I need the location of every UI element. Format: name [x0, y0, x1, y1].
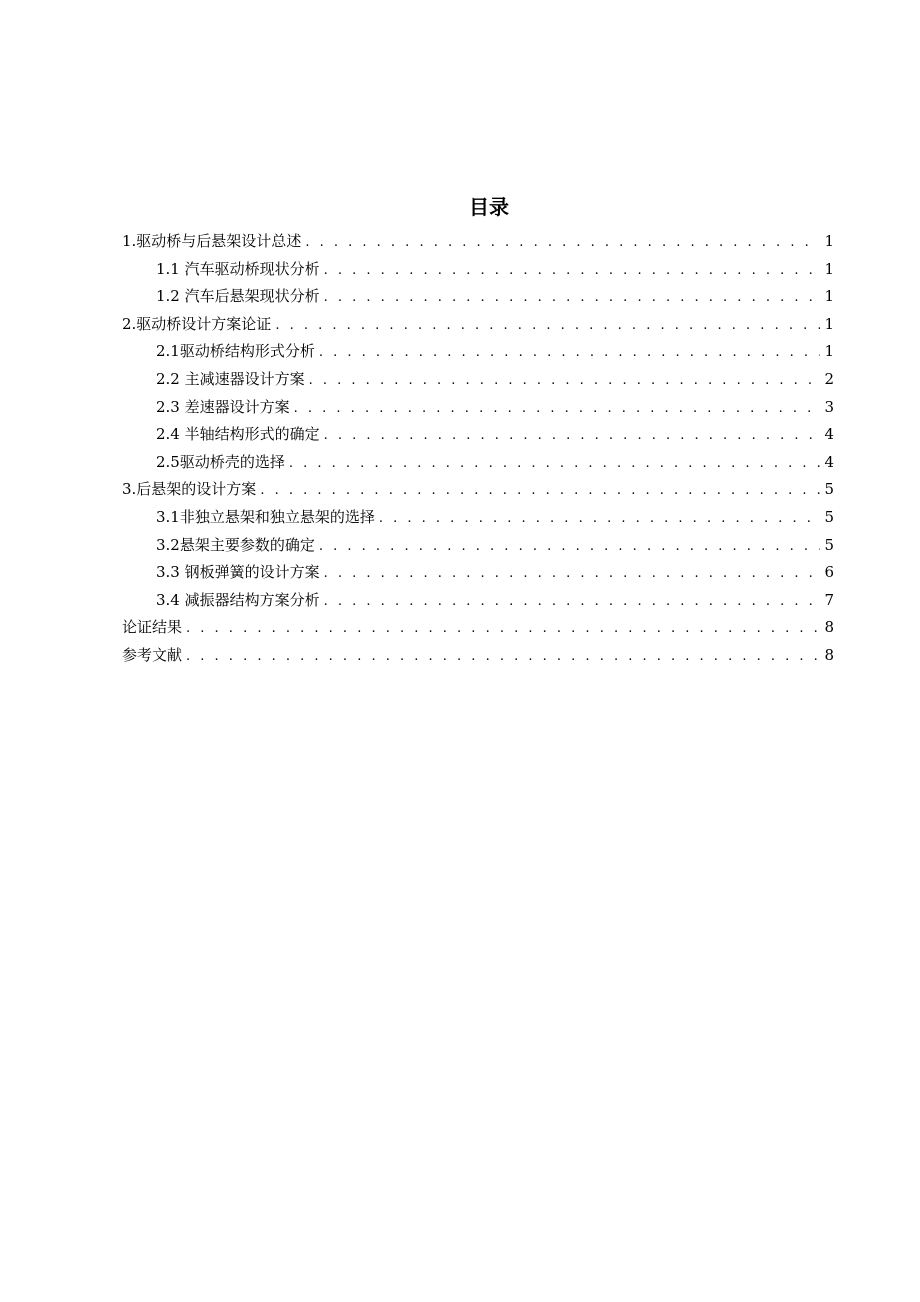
toc-entry-label: 3.3 钢板弹簧的设计方案 [156, 563, 320, 582]
toc-entry[interactable] [122, 338, 834, 366]
toc-entry[interactable] [122, 476, 834, 504]
toc-entry-label: 3.后悬架的设计方案 [122, 480, 257, 499]
toc-dot-leader [260, 477, 820, 505]
toc-entry-label: 3.4 减振器结构方案分析 [156, 590, 320, 609]
toc-entry-label: 2.驱动桥设计方案论证 [122, 314, 272, 333]
toc-entry[interactable] [122, 504, 834, 532]
toc-entry-label: 2.2 主减速器设计方案 [156, 369, 305, 388]
toc-entry-page: 8 [824, 645, 834, 664]
toc-entry-page: 1 [824, 259, 834, 278]
toc-dot-leader [309, 367, 821, 395]
toc-dot-leader [319, 533, 821, 561]
toc-entry[interactable] [122, 421, 834, 449]
toc-entry[interactable] [122, 394, 834, 422]
toc-entry[interactable] [122, 366, 834, 394]
toc-dot-leader [275, 312, 820, 340]
toc-entry-page: 2 [824, 369, 834, 388]
toc-dot-leader [289, 450, 821, 478]
toc-dot-leader [324, 284, 821, 312]
toc-dot-leader [319, 339, 821, 367]
toc-title: 目录 [469, 195, 509, 219]
toc-entry-label: 论证结果 [122, 618, 183, 637]
toc-entry-label: 3.2悬架主要参数的确定 [156, 535, 315, 554]
toc-entry-page: 5 [824, 507, 834, 526]
toc-dot-leader [379, 505, 821, 533]
toc-entry[interactable] [122, 587, 834, 615]
toc-entry[interactable] [122, 449, 834, 477]
toc-entry[interactable] [122, 311, 834, 339]
toc-entry-label: 2.3 差速器设计方案 [156, 397, 290, 416]
toc-entry[interactable] [122, 614, 834, 642]
toc-entry-page: 1 [824, 314, 834, 333]
toc-dot-leader [305, 229, 820, 257]
toc-dot-leader [324, 588, 821, 616]
toc-entry-page: 1 [824, 342, 834, 361]
toc-entry-page: 1 [824, 232, 834, 250]
toc-entry-label: 1.2 汽车后悬架现状分析 [156, 287, 320, 306]
toc-entry-label: 2.4 半轴结构形式的确定 [156, 425, 320, 444]
toc-entry[interactable] [122, 642, 834, 670]
toc-dot-leader [324, 560, 821, 588]
toc-entry-page: 4 [824, 425, 834, 444]
toc-entry-label: 参考文献 [122, 645, 183, 664]
toc-dot-leader [324, 257, 821, 285]
toc-entry-label: 2.5驱动桥壳的选择 [156, 452, 285, 471]
toc-entry-label: 1.1 汽车驱动桥现状分析 [156, 259, 320, 278]
toc-entry[interactable] [122, 559, 834, 587]
toc-dot-leader [186, 615, 820, 643]
toc-entry[interactable] [122, 532, 834, 560]
toc-list [122, 228, 834, 670]
toc-entry-page: 7 [824, 590, 834, 609]
toc-entry-page: 4 [824, 452, 834, 471]
toc-entry-page: 3 [824, 397, 834, 416]
toc-entry[interactable] [122, 256, 834, 284]
toc-entry-page: 5 [824, 535, 834, 554]
toc-entry-page: 6 [824, 563, 834, 582]
toc-entry-page: 5 [824, 480, 834, 499]
toc-entry-page: 1 [824, 287, 834, 306]
toc-dot-leader [186, 643, 820, 671]
toc-entry[interactable] [122, 283, 834, 311]
toc-dot-leader [294, 395, 821, 423]
toc-entry-page: 8 [824, 618, 834, 637]
toc-dot-leader [324, 422, 821, 450]
toc-entry[interactable] [122, 228, 834, 256]
toc-entry-label: 2.1驱动桥结构形式分析 [156, 342, 315, 361]
toc-entry-label: 1.驱动桥与后悬架设计总述 [122, 232, 302, 250]
toc-entry-label: 3.1非独立悬架和独立悬架的选择 [156, 507, 375, 526]
